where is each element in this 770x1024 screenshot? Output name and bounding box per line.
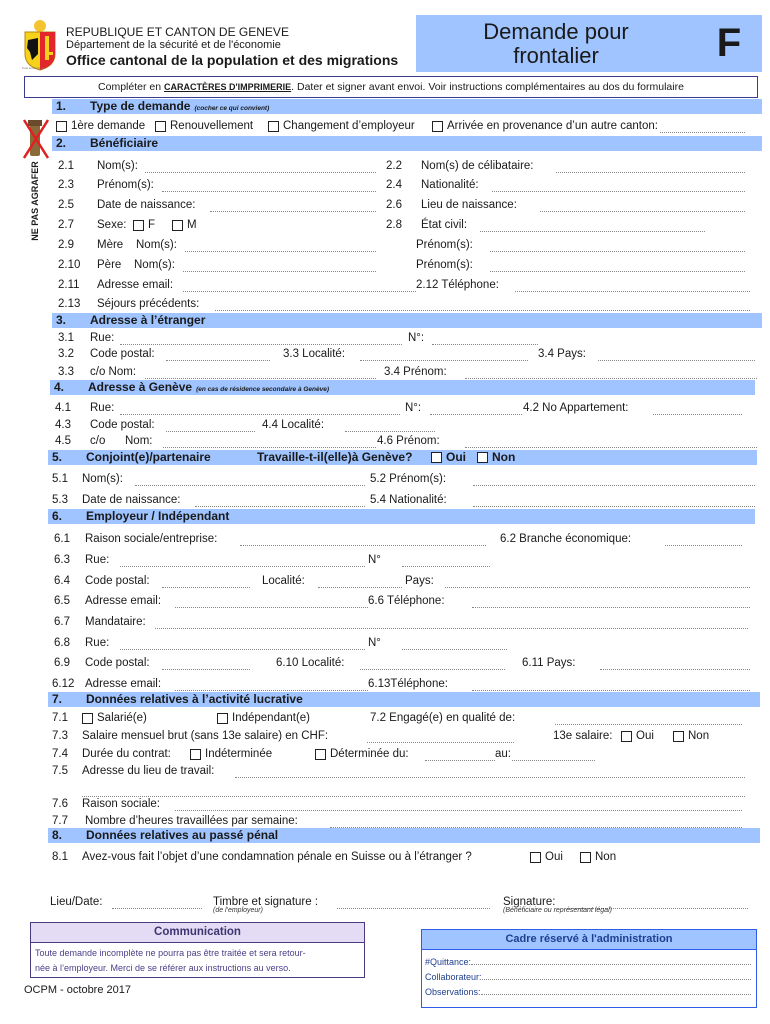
code-postal-field[interactable] [166, 426, 255, 432]
2-12-telephone-label: 2.12 Téléphone: [416, 279, 499, 291]
section-title: Bénéficiaire [90, 136, 159, 150]
mere-label: Mère [97, 239, 124, 251]
section-title: Adresse à l’étranger [90, 313, 206, 327]
section-title: Type de demande (cocher ce qui convient) [90, 99, 270, 113]
instruction-emphasis: CARACTÈRES D'IMPRIMERIE [164, 82, 292, 92]
nom-s-label: Nom(s): [97, 160, 138, 172]
spouse-works-non-checkbox[interactable] [477, 449, 515, 465]
checkbox-label: Indépendant(e) [232, 712, 311, 724]
6-6-telephone-field[interactable] [472, 602, 750, 608]
1ere-demande-checkbox[interactable] [56, 118, 145, 134]
sejours-precedents-label: Séjours précédents: [97, 298, 200, 310]
admin-field-line[interactable] [481, 987, 751, 995]
lieu-de-naissance-label: Lieu de naissance: [421, 199, 517, 211]
field-number: 6.4 [54, 575, 70, 587]
rue-label: Rue: [90, 402, 115, 414]
section-header-adresse-a-geneve [50, 380, 755, 395]
checkbox[interactable] [432, 121, 443, 132]
checkbox-label: Arrivée en provenance d’un autre canton: [447, 120, 658, 132]
3-3-localite-label: 3.3 Localité: [283, 348, 346, 360]
code-postal-label: Code postal: [90, 419, 155, 431]
localite-label: Localité: [262, 575, 305, 587]
no-staple-icon [22, 118, 50, 160]
section-number: 7. [52, 692, 63, 706]
field-number: 3.3 [58, 366, 74, 378]
field-number: 7.5 [52, 765, 68, 777]
4-4-localite-field[interactable] [345, 426, 435, 432]
renouvellement-checkbox[interactable] [155, 118, 253, 134]
spouse-works-oui-checkbox[interactable] [431, 449, 466, 465]
c-o-label: c/o [90, 435, 106, 447]
field-number: 2.5 [58, 199, 74, 211]
changement-d-employeur-checkbox[interactable] [268, 118, 415, 134]
avez-vous-fait-l-objet-d-une-condamnation-penale-en-suisse-ou-a-l-etranger-label: Avez-vous fait l’objet d’une condamnation pénale en Suisse ou à l’étranger ? [82, 851, 472, 863]
timbre-et-signature-field[interactable] [337, 903, 490, 909]
nom-label: Nom: [125, 435, 153, 447]
rue-field[interactable] [120, 644, 365, 650]
localite-field[interactable] [318, 582, 402, 588]
nom-s-de-celibataire-label: Nom(s) de célibataire: [421, 160, 534, 172]
checkbox[interactable] [673, 731, 684, 742]
communication-text-line1: Toute demande incomplète ne pourra pas être traitée et sera retour- [35, 948, 306, 958]
beneficiary-signature-note: (Bénéficiaire ou représentant légal) [503, 907, 612, 914]
oui-checkbox[interactable] [621, 728, 654, 744]
7-2-engage-e-en-qualite-de-field[interactable] [555, 719, 742, 725]
n-field[interactable] [402, 561, 490, 567]
rue-field[interactable] [120, 561, 365, 567]
admin-title: Cadre réservé à l'administration [422, 930, 756, 950]
4-2-no-appartement-label: 4.2 No Appartement: [523, 402, 629, 414]
prenom-s-label: Prénom(s): [416, 259, 473, 271]
pays-field[interactable] [445, 582, 750, 588]
field-number: 2.10 [58, 259, 81, 271]
admin-field-label: #Quittance: [425, 957, 472, 967]
checkbox-label: M [187, 219, 197, 231]
admin-field-line[interactable] [482, 972, 751, 980]
employer-signature-note: (de l'employeur) [213, 907, 263, 914]
duree-du-contrat-label: Durée du contrat: [82, 748, 171, 760]
field-number: 6.9 [54, 657, 70, 669]
field-number: 2.8 [386, 219, 402, 231]
admin-field-quittance[interactable] [425, 957, 751, 967]
adresse-email-field[interactable] [175, 685, 368, 691]
checkbox-label: Non [492, 450, 516, 464]
5-2-prenom-s-field[interactable] [473, 480, 755, 486]
checkbox[interactable] [621, 731, 632, 742]
date-de-naissance-label: Date de naissance: [97, 199, 196, 211]
section-title: Données relatives à l’activité lucrative [86, 692, 303, 706]
date-de-naissance-field[interactable] [210, 206, 376, 212]
checkbox[interactable] [172, 220, 183, 231]
4-2-no-appartement-field[interactable] [653, 409, 742, 415]
field-number: 6.12 [52, 678, 75, 690]
nombre-d-heures-travaillees-par-semaine-label: Nombre d’heures travaillées par semaine: [85, 815, 298, 827]
lieu-date-field[interactable] [112, 903, 202, 909]
salaire-mensuel-brut-sans-13e-salaire-en-chf-field[interactable] [367, 737, 514, 743]
4-6-prenom-label: 4.6 Prénom: [377, 435, 440, 447]
raison-sociale-field[interactable] [175, 805, 742, 811]
independant-e-checkbox[interactable] [217, 710, 310, 726]
nom-s-field[interactable] [183, 266, 376, 272]
n-field[interactable] [432, 339, 538, 345]
checkbox[interactable] [133, 220, 144, 231]
c-o-nom-field[interactable] [145, 373, 376, 379]
instruction-prefix: Compléter en [98, 81, 164, 93]
nom-s-field[interactable] [185, 246, 376, 252]
n-field[interactable] [430, 409, 522, 415]
5-4-nationalite-field[interactable] [473, 501, 755, 507]
section-number: 2. [56, 136, 67, 150]
section-header-adresse-a-l-etranger [52, 313, 762, 328]
admin-field-label: Collaborateur: [425, 972, 482, 982]
6-10-localite-field[interactable] [360, 664, 505, 670]
checkbox-label: Changement d’employeur [283, 120, 415, 132]
timbre-et-signature-label: Timbre et signature : [213, 896, 319, 908]
admin-box [421, 929, 757, 1008]
field-number: 6.3 [54, 554, 70, 566]
section-header-employeur-independant [48, 509, 755, 524]
section-number: 3. [56, 313, 67, 327]
mandataire-field[interactable] [155, 623, 748, 629]
pere-label: Père [97, 259, 122, 271]
checkbox-label: 1ère demande [71, 120, 146, 132]
n-label: N°: [408, 332, 425, 344]
field-number: 2.3 [58, 179, 74, 191]
n-field[interactable] [402, 644, 507, 650]
indeterminee-checkbox[interactable] [190, 746, 272, 762]
section-number: 5. [52, 450, 63, 464]
13e-salaire-label: 13e salaire: [553, 730, 613, 742]
adresse-email-field[interactable] [175, 602, 368, 608]
checkbox[interactable] [477, 452, 488, 463]
rue-field[interactable] [120, 409, 400, 415]
instruction-suffix: . Dater et signer avant envoi. Voir instructions complémentaires au dos du formulaire [291, 81, 684, 93]
oui-checkbox[interactable] [530, 849, 563, 865]
3-4-pays-label: 3.4 Pays: [538, 348, 586, 360]
pays-label: Pays: [405, 575, 434, 587]
checkbox-label: Non [595, 851, 617, 863]
nom-s-label: Nom(s): [82, 473, 123, 485]
field-number: 4.1 [55, 402, 71, 414]
5-2-prenom-s-label: 5.2 Prénom(s): [370, 473, 447, 485]
raison-sociale-label: Raison sociale: [82, 798, 160, 810]
etat-civil-field[interactable] [480, 226, 705, 232]
checkbox[interactable] [155, 121, 166, 132]
etat-civil-label: État civil: [421, 219, 468, 231]
r7-5b-field[interactable] [82, 791, 745, 797]
form-title-box [416, 15, 762, 72]
field-number: 2.6 [386, 199, 402, 211]
nom-s-label: Nom(s): [134, 259, 175, 271]
checkbox[interactable] [315, 749, 326, 760]
field-number: 4.5 [55, 435, 71, 447]
rue-label: Rue: [90, 332, 115, 344]
nom-s-field[interactable] [145, 167, 376, 173]
4-6-prenom-field[interactable] [465, 442, 757, 448]
checkbox-label: Non [688, 730, 710, 742]
6-10-localite-label: 6.10 Localité: [276, 657, 345, 669]
field-number: 6.1 [54, 533, 70, 545]
arrivee-en-provenance-d-un-autre-canton-field[interactable] [660, 127, 745, 133]
field-number: 3.1 [58, 332, 74, 344]
nombre-d-heures-travaillees-par-semaine-field[interactable] [330, 822, 742, 828]
6-11-pays-label: 6.11 Pays: [522, 657, 576, 669]
prenom-s-field[interactable] [490, 246, 745, 252]
prenom-s-field[interactable] [490, 266, 745, 272]
checkbox[interactable] [190, 749, 201, 760]
section-header-donnees-relatives-a-l-activite-lucrative [48, 692, 760, 707]
m-checkbox[interactable] [172, 217, 197, 233]
communication-title: Communication [31, 923, 364, 943]
rue-label: Rue: [85, 554, 110, 566]
checkbox-label: Oui [446, 450, 466, 464]
field-number: 7.1 [52, 712, 68, 724]
field-number: 4.3 [55, 419, 71, 431]
checkbox-label: Indéterminée [205, 748, 273, 760]
mandataire-label: Mandataire: [85, 616, 146, 628]
6-2-branche-economique-label: 6.2 Branche économique: [500, 533, 632, 545]
form-version: OCPM - octobre 2017 [24, 984, 131, 996]
au-field[interactable] [512, 755, 595, 761]
checkbox[interactable] [580, 852, 591, 863]
rue-field[interactable] [120, 339, 402, 345]
checkbox-label: Oui [636, 730, 654, 742]
determinee-du-checkbox[interactable] [315, 746, 409, 762]
checkbox-label: Oui [545, 851, 563, 863]
section-header-type-de-demande [52, 99, 762, 114]
code-postal-label: Code postal: [90, 348, 155, 360]
field-number: 6.8 [54, 637, 70, 649]
adresse-email-label: Adresse email: [97, 279, 174, 291]
lieu-date-label: Lieu/Date: [50, 896, 103, 908]
code-postal-label: Code postal: [85, 575, 150, 587]
prenom-s-label: Prénom(s): [97, 179, 154, 191]
checkbox-label: Salarié(e) [97, 712, 147, 724]
field-number: 2.1 [58, 160, 74, 172]
spouse-works-in-geneva-question: Travaille-t-il(elle)à Genève? [257, 450, 413, 464]
admin-field-observations[interactable] [425, 987, 751, 997]
prenom-s-field[interactable] [162, 186, 376, 192]
code-postal-field[interactable] [162, 582, 250, 588]
code-postal-field[interactable] [166, 355, 270, 361]
field-number: 2.4 [386, 179, 402, 191]
raison-sociale-entreprise-label: Raison sociale/entreprise: [85, 533, 218, 545]
field-number: 8.1 [52, 851, 68, 863]
lieu-de-naissance-field[interactable] [540, 206, 745, 212]
section-title: Données relatives au passé pénal [86, 828, 279, 842]
c-o-nom-label: c/o Nom: [90, 366, 137, 378]
3-3-localite-field[interactable] [360, 355, 528, 361]
au-label: au: [495, 748, 511, 760]
form-title-line2: frontalier [513, 43, 599, 68]
nom-s-de-celibataire-field[interactable] [556, 167, 745, 173]
non-checkbox[interactable] [673, 728, 709, 744]
f-checkbox[interactable] [133, 217, 155, 233]
field-number: 7.4 [52, 748, 68, 760]
nationalite-label: Nationalité: [421, 179, 479, 191]
n-label: N° [368, 554, 381, 566]
salaire-mensuel-brut-sans-13e-salaire-en-chf-label: Salaire mensuel brut (sans 13e salaire) en CHF: [82, 730, 329, 742]
republic-name: REPUBLIQUE ET CANTON DE GENEVE [66, 25, 289, 39]
field-number: 5.3 [52, 494, 68, 506]
4-4-localite-label: 4.4 Localité: [262, 419, 325, 431]
checkbox-label: Renouvellement [170, 120, 254, 132]
field-number: 3.2 [58, 348, 74, 360]
rue-label: Rue: [85, 637, 110, 649]
nationalite-field[interactable] [492, 186, 745, 192]
3-4-prenom-label: 3.4 Prénom: [384, 366, 447, 378]
checkbox[interactable] [217, 713, 228, 724]
field-number: 6.7 [54, 616, 70, 628]
determinee-du-field[interactable] [425, 755, 495, 761]
checkbox[interactable] [268, 121, 279, 132]
sejours-precedents-field[interactable] [215, 305, 750, 311]
signature-label: Signature: [503, 896, 556, 908]
section-note: (cocher ce qui convient) [194, 105, 270, 112]
sexe-label: Sexe: [97, 219, 127, 231]
arrivee-en-provenance-d-un-autre-canton-checkbox[interactable] [432, 118, 658, 134]
adresse-du-lieu-de-travail-field[interactable] [235, 772, 745, 778]
7-2-engage-e-en-qualite-de-label: 7.2 Engagé(e) en qualité de: [370, 712, 516, 724]
section-number: 8. [52, 828, 63, 842]
6-6-telephone-label: 6.6 Téléphone: [368, 595, 445, 607]
6-2-branche-economique-field[interactable] [665, 540, 742, 546]
section-number: 4. [54, 380, 65, 394]
3-4-pays-field[interactable] [598, 355, 755, 361]
checkbox[interactable] [530, 852, 541, 863]
field-number: 5.1 [52, 473, 68, 485]
checkbox-label: F [148, 219, 156, 231]
field-number: 7.7 [52, 815, 68, 827]
3-4-prenom-field[interactable] [465, 373, 757, 379]
2-12-telephone-field[interactable] [515, 286, 750, 292]
instruction-box [24, 76, 758, 98]
raison-sociale-entreprise-field[interactable] [240, 540, 486, 546]
field-number: 6.5 [54, 595, 70, 607]
nom-field[interactable] [163, 442, 376, 448]
n-label: N°: [405, 402, 422, 414]
6-11-pays-field[interactable] [600, 664, 750, 670]
code-postal-field[interactable] [162, 664, 250, 670]
section-title: Employeur / Indépendant [86, 509, 230, 523]
no-staple-label: NE PAS AGRAFER [30, 161, 40, 241]
adresse-email-field[interactable] [183, 286, 416, 292]
checkbox[interactable] [56, 121, 67, 132]
code-postal-label: Code postal: [85, 657, 150, 669]
form-letter: F [716, 21, 742, 65]
field-number: 7.3 [52, 730, 68, 742]
field-number: 2.9 [58, 239, 74, 251]
communication-text-line2: née à l’employeur. Merci de se référer aux instructions au verso. [35, 963, 291, 973]
checkbox-label: Déterminée du: [330, 748, 409, 760]
department-name: Département de la sécurité et de l'économie [66, 39, 281, 51]
section-note: (en cas de résidence secondaire à Genève) [196, 386, 330, 393]
form-title-line1: Demande pour [483, 19, 629, 44]
admin-field-line[interactable] [471, 957, 751, 965]
checkbox[interactable] [431, 452, 442, 463]
6-13telephone-field[interactable] [472, 685, 750, 691]
n-label: N° [368, 637, 381, 649]
adresse-email-label: Adresse email: [85, 595, 162, 607]
6-13telephone-label: 6.13Téléphone: [368, 678, 448, 690]
date-de-naissance-label: Date de naissance: [82, 494, 181, 506]
admin-field-label: Observations: [425, 987, 481, 997]
salarie-e-checkbox[interactable] [82, 710, 147, 726]
checkbox[interactable] [82, 713, 93, 724]
section-title: Adresse à Genève (en cas de résidence secondaire à Genève) [88, 380, 330, 394]
section-number: 6. [52, 509, 63, 523]
section-number: 1. [56, 99, 67, 113]
nom-s-label: Nom(s): [136, 239, 177, 251]
field-number: 7.6 [52, 798, 68, 810]
adresse-email-label: Adresse email: [85, 678, 162, 690]
office-name: Office cantonal de la population et des migrations [66, 52, 399, 68]
field-number: 2.7 [58, 219, 74, 231]
field-number: 2.2 [386, 160, 402, 172]
5-4-nationalite-label: 5.4 Nationalité: [370, 494, 447, 506]
prenom-s-label: Prénom(s): [416, 239, 473, 251]
admin-field-collaborateur[interactable] [425, 972, 751, 982]
adresse-du-lieu-de-travail-label: Adresse du lieu de travail: [82, 765, 215, 777]
section-header-donnees-relatives-au-passe-penal [48, 828, 760, 843]
non-checkbox[interactable] [580, 849, 616, 865]
section-header-conjoint-e-partenaire [48, 450, 757, 465]
field-number: 2.13 [58, 298, 81, 310]
nom-s-field[interactable] [135, 480, 365, 486]
section-title: Conjoint(e)/partenaire [86, 450, 211, 464]
date-de-naissance-field[interactable] [195, 501, 365, 507]
field-number: 2.11 [58, 279, 80, 291]
communication-box [30, 922, 365, 978]
logo-motto: Post tenebras lux [22, 66, 46, 70]
section-header-beneficiaire [52, 136, 762, 151]
